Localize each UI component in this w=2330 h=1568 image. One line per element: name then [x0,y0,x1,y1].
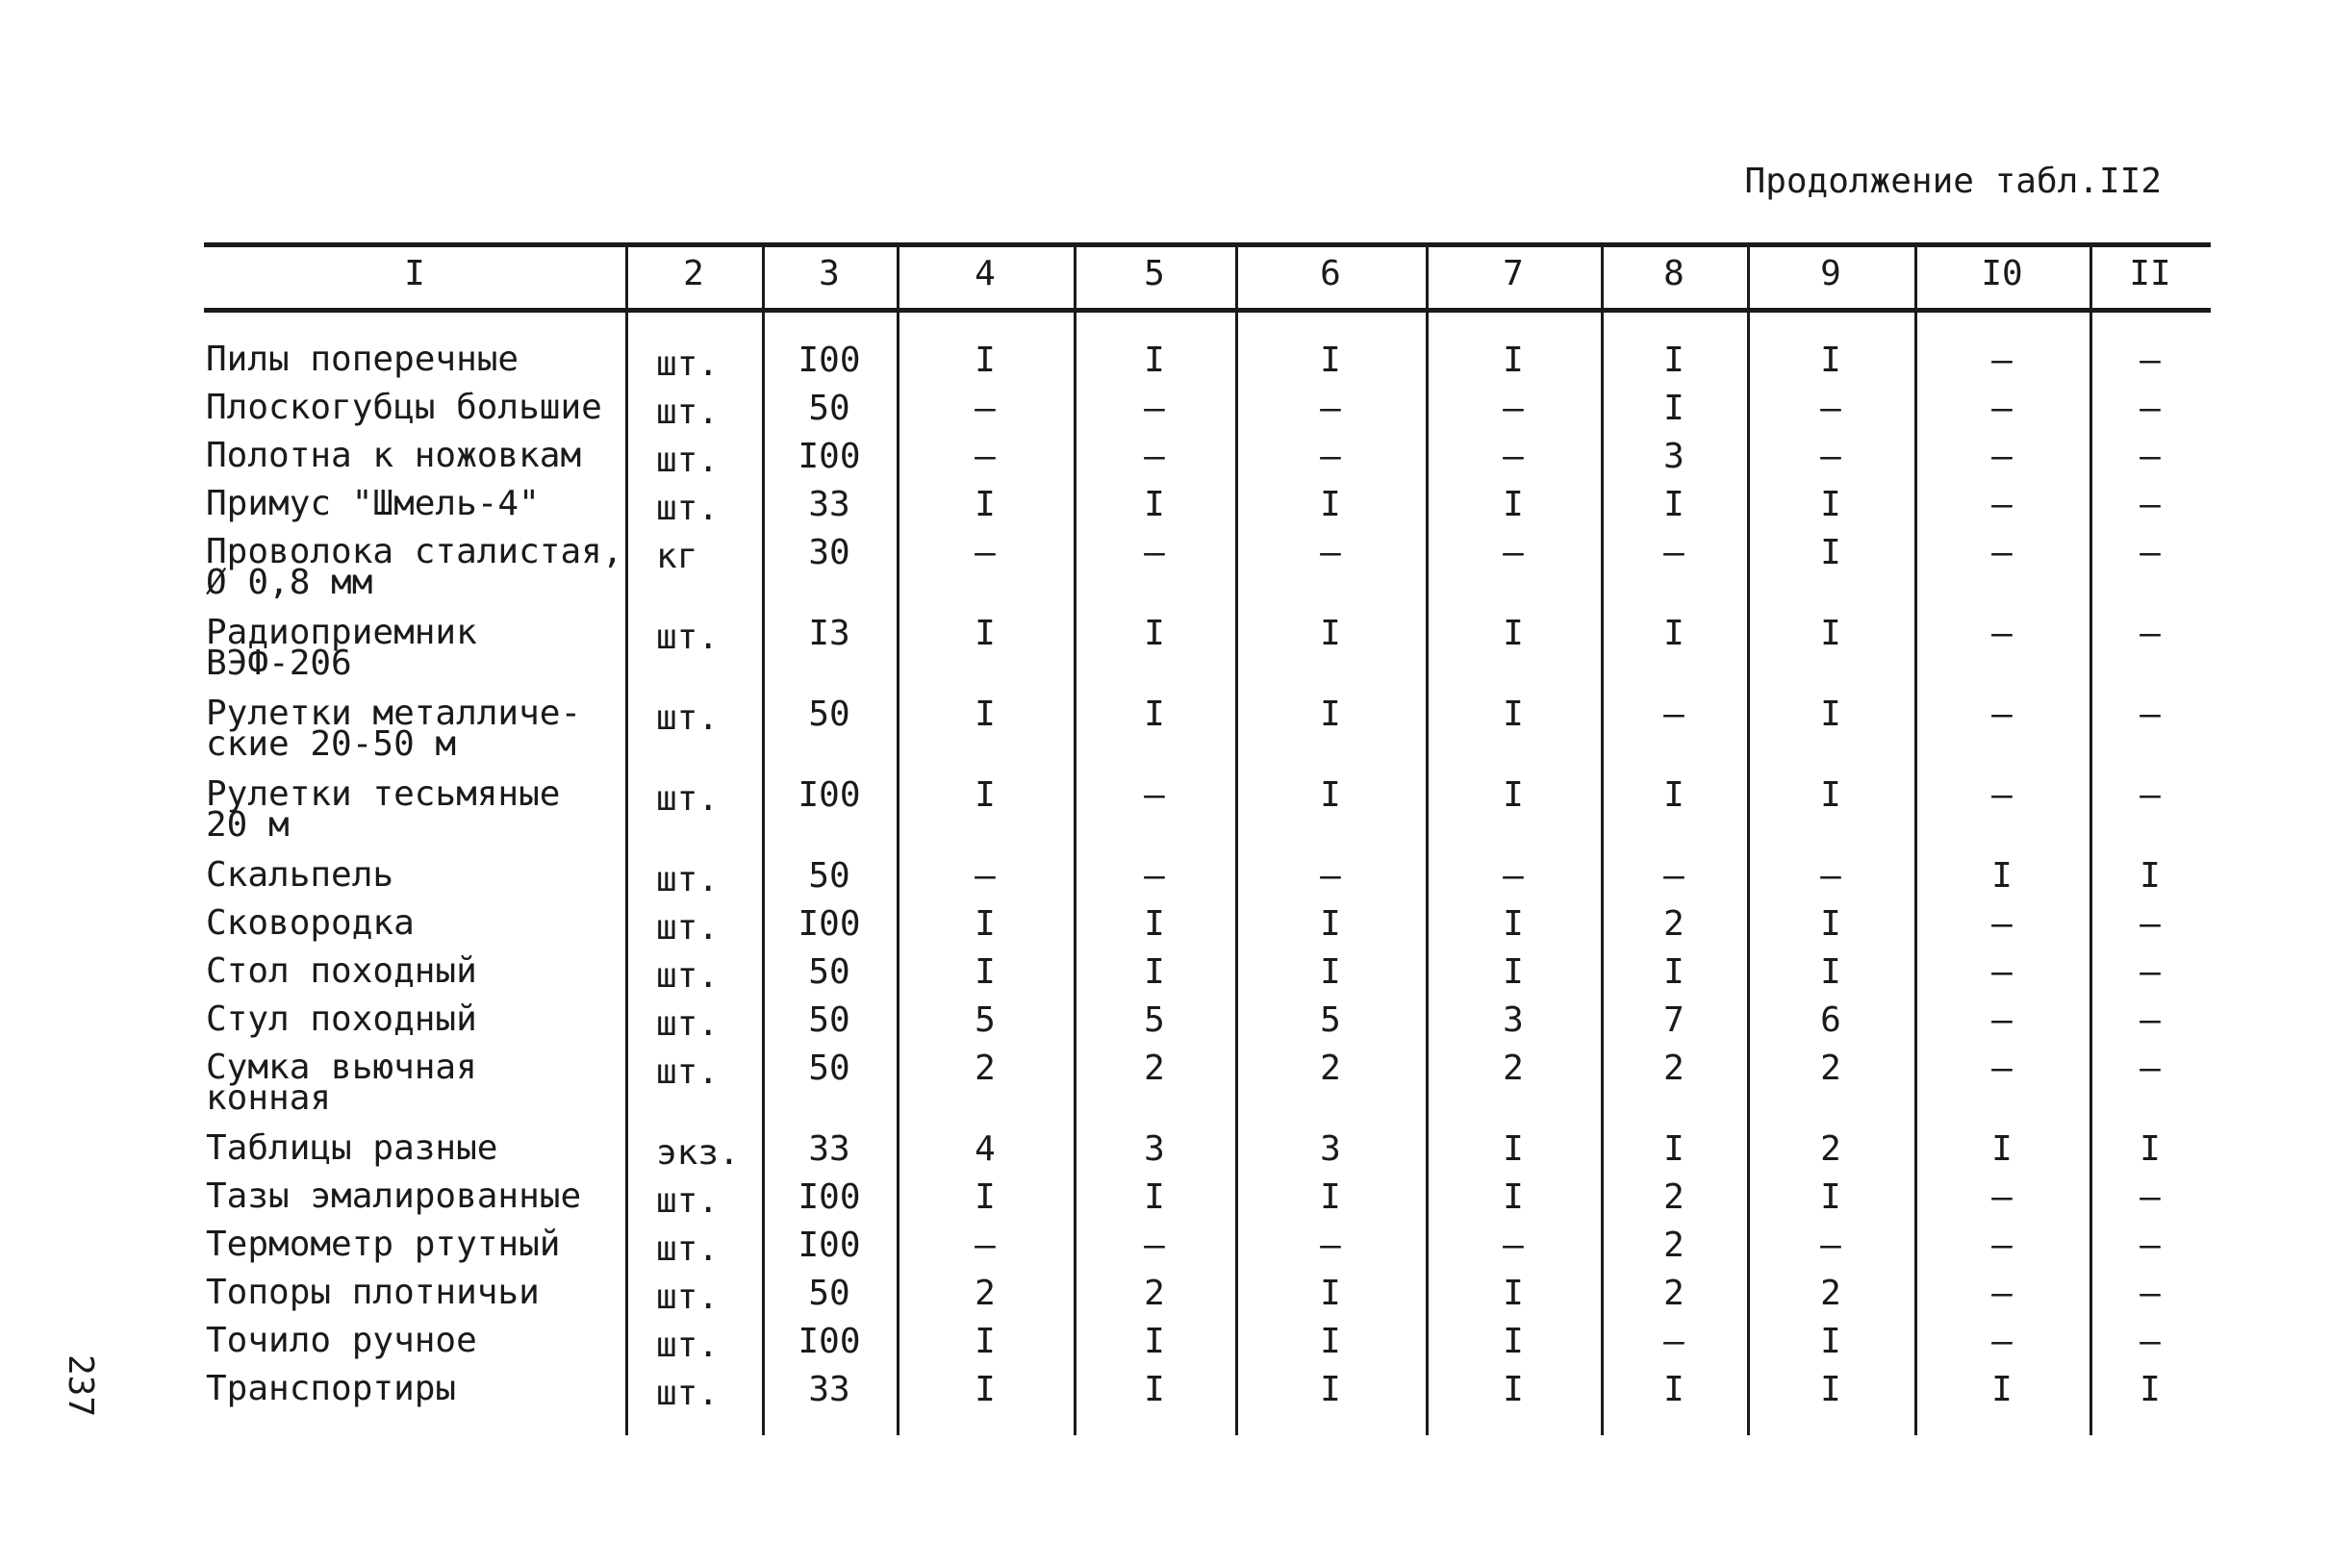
value-cell: I [1503,1370,1524,1409]
value-cell: 50 [808,1000,850,1040]
value-cell: I [1663,952,1684,992]
value-cell: – [1144,437,1165,476]
value-cell: – [2140,1049,2161,1088]
value-cell: I00 [798,1322,861,1361]
value-cell: I [975,1370,996,1409]
value-cell: – [975,856,996,896]
value-cell: 5 [1144,1000,1165,1040]
item-name: Полотна к ножовкам [206,436,582,475]
value-cell: 33 [808,1129,850,1169]
value-cell: 2 [1663,1177,1684,1217]
value-cell: – [1991,775,2013,815]
value-cell: – [2140,437,2161,476]
value-cell: I [975,341,996,380]
value-cell: 2 [1663,1049,1684,1088]
value-cell: – [1144,1226,1165,1265]
value-cell: 50 [808,952,850,992]
item-name: Стол походный [206,951,477,991]
value-cell: I [975,1177,996,1217]
value-cell: – [2140,952,2161,992]
value-cell: I [2140,856,2161,896]
value-cell: I [1144,1322,1165,1361]
value-cell: 33 [808,1370,850,1409]
item-name: Скальпель [206,855,394,895]
value-cell: – [1663,695,1684,734]
value-cell: 2 [1663,1226,1684,1265]
value-cell: I [1663,389,1684,428]
value-cell: I [1503,775,1524,815]
column-divider [1914,242,1917,1435]
column-divider [1074,242,1076,1435]
value-cell: I [1663,775,1684,815]
unit-cell: шт. [656,1004,720,1044]
value-cell: – [1991,1226,2013,1265]
value-cell: I [1144,341,1165,380]
value-cell: I [1320,485,1341,524]
value-cell: I [1503,1322,1524,1361]
value-cell: 3 [1503,1000,1524,1040]
value-cell: I [1144,1370,1165,1409]
value-cell: 5 [975,1000,996,1040]
value-cell: I [1503,341,1524,380]
value-cell: I [1144,952,1165,992]
value-cell: 2 [975,1274,996,1313]
value-cell: – [1991,437,2013,476]
value-cell: 50 [808,695,850,734]
column-header: 6 [1320,254,1341,293]
unit-cell: шт. [656,1229,720,1269]
value-cell: – [1991,904,2013,944]
column-divider [625,242,628,1435]
value-cell: I [1503,485,1524,524]
value-cell: I [1820,695,1841,734]
column-header: II [2129,254,2171,293]
value-cell: – [1991,1177,2013,1217]
value-cell: 6 [1820,1000,1841,1040]
column-header: 3 [819,254,840,293]
unit-cell: шт. [656,344,720,384]
value-cell: – [1144,533,1165,572]
item-name: Проволока сталистая, Ø 0,8 мм [206,532,623,602]
value-cell: – [2140,533,2161,572]
value-cell: – [2140,1274,2161,1313]
value-cell: – [2140,1226,2161,1265]
unit-cell: шт. [656,1181,720,1221]
value-cell: I00 [798,1177,861,1217]
column-divider [1426,242,1429,1435]
column-divider [897,242,899,1435]
value-cell: 3 [1144,1129,1165,1169]
value-cell: I [1991,1129,2013,1169]
item-name: Примус "Шмель-4" [206,484,540,523]
value-cell: – [1991,614,2013,653]
column-divider [1601,242,1604,1435]
value-cell: – [1663,1322,1684,1361]
unit-cell: шт. [656,1052,720,1092]
value-cell: I [1820,1322,1841,1361]
unit-cell: шт. [656,618,720,657]
value-cell: I [1144,1177,1165,1217]
value-cell: I [1144,614,1165,653]
unit-cell: шт. [656,489,720,528]
value-cell: I [2140,1370,2161,1409]
value-cell: I [1663,341,1684,380]
data-table [204,242,2211,1435]
value-cell: – [1991,952,2013,992]
value-cell: I [1820,485,1841,524]
value-cell: I [1144,485,1165,524]
value-cell: I [1663,1370,1684,1409]
value-cell: I [1320,341,1341,380]
column-header: 4 [975,254,996,293]
value-cell: I [1320,904,1341,944]
item-name: Сумка вьючная конная [206,1048,477,1118]
value-cell: – [1320,437,1341,476]
value-cell: – [2140,1000,2161,1040]
unit-cell: шт. [656,1277,720,1317]
value-cell: – [1320,389,1341,428]
value-cell: I [1320,952,1341,992]
value-cell: I [1663,614,1684,653]
value-cell: I [1503,614,1524,653]
value-cell: – [1991,389,2013,428]
value-cell: – [1144,775,1165,815]
unit-cell: кг [656,537,698,576]
column-divider [762,242,765,1435]
value-cell: 33 [808,485,850,524]
value-cell: I [975,695,996,734]
unit-cell: экз. [656,1133,740,1173]
value-cell: – [1991,1274,2013,1313]
value-cell: I [975,485,996,524]
value-cell: 2 [1144,1274,1165,1313]
value-cell: I00 [798,904,861,944]
value-cell: – [2140,614,2161,653]
item-name: Топоры плотничьи [206,1273,540,1312]
value-cell: 2 [1820,1049,1841,1088]
value-cell: I [1503,695,1524,734]
column-header: I0 [1981,254,2023,293]
column-divider [1235,242,1238,1435]
item-name: Плоскогубцы большие [206,388,602,427]
value-cell: I [1663,1129,1684,1169]
value-cell: I [1144,904,1165,944]
value-cell: 2 [1320,1049,1341,1088]
value-cell: – [1991,485,2013,524]
value-cell: – [1663,533,1684,572]
value-cell: I [1663,485,1684,524]
value-cell: 3 [1663,437,1684,476]
table-caption: Продолжение табл.II2 [1744,162,2162,201]
value-cell: – [1503,389,1524,428]
value-cell: I00 [798,1226,861,1265]
value-cell: I [1320,1370,1341,1409]
item-name: Таблицы разные [206,1128,498,1168]
value-cell: I [1991,1370,2013,1409]
column-header: I [404,254,425,293]
column-header: 7 [1503,254,1524,293]
value-cell: – [2140,695,2161,734]
value-cell: 50 [808,1274,850,1313]
value-cell: I [1820,1177,1841,1217]
value-cell: 2 [1503,1049,1524,1088]
unit-cell: шт. [656,1326,720,1365]
column-header: 8 [1663,254,1684,293]
value-cell: I00 [798,341,861,380]
item-name: Точило ручное [206,1321,477,1360]
value-cell: – [1144,856,1165,896]
value-cell: I [1820,775,1841,815]
unit-cell: шт. [656,908,720,948]
value-cell: 2 [1663,904,1684,944]
item-name: Радиоприемник ВЭФ-206 [206,613,477,683]
value-cell: 50 [808,856,850,896]
value-cell: I [975,904,996,944]
value-cell: I [1320,775,1341,815]
value-cell: 2 [1663,1274,1684,1313]
unit-cell: шт. [656,956,720,996]
value-cell: – [2140,775,2161,815]
unit-cell: шт. [656,392,720,432]
page-number: 237 [61,1354,100,1418]
value-cell: I [2140,1129,2161,1169]
item-name: Пилы поперечные [206,340,519,379]
value-cell: – [975,389,996,428]
value-cell: I [1320,1177,1341,1217]
value-cell: I [1820,1370,1841,1409]
value-cell: I [1820,614,1841,653]
table-header [204,242,2211,308]
value-cell: I00 [798,775,861,815]
value-cell: – [975,437,996,476]
value-cell: – [1663,856,1684,896]
value-cell: I [1820,952,1841,992]
value-cell: 2 [1144,1049,1165,1088]
value-cell: 2 [1820,1274,1841,1313]
value-cell: – [1820,389,1841,428]
value-cell: – [1991,1049,2013,1088]
value-cell: I [1320,1322,1341,1361]
value-cell: I [975,952,996,992]
value-cell: 7 [1663,1000,1684,1040]
item-name: Сковородка [206,903,415,943]
item-name: Стул походный [206,999,477,1039]
unit-cell: шт. [656,441,720,480]
column-header: 2 [683,254,704,293]
item-name: Рулетки тесьмяные 20 м [206,774,561,845]
value-cell: – [1320,1226,1341,1265]
value-cell: I [1503,1177,1524,1217]
column-divider [2089,242,2092,1435]
value-cell: I [1320,1274,1341,1313]
value-cell: – [1991,1000,2013,1040]
value-cell: – [1991,341,2013,380]
value-cell: – [1144,389,1165,428]
value-cell: I [1820,533,1841,572]
value-cell: – [2140,1322,2161,1361]
value-cell: I [1820,904,1841,944]
value-cell: – [1991,695,2013,734]
unit-cell: шт. [656,698,720,738]
value-cell: I [975,1322,996,1361]
value-cell: – [2140,341,2161,380]
value-cell: I [1820,341,1841,380]
header-bottom-rule [204,308,2211,313]
value-cell: I [1503,904,1524,944]
item-name: Тазы эмалированные [206,1176,582,1216]
value-cell: 4 [975,1129,996,1169]
value-cell: – [2140,485,2161,524]
item-name: Транспортиры [206,1369,457,1408]
value-cell: – [975,533,996,572]
column-header: 5 [1144,254,1165,293]
value-cell: – [1320,856,1341,896]
value-cell: I [1320,695,1341,734]
value-cell: I [1503,1129,1524,1169]
value-cell: – [2140,904,2161,944]
value-cell: 50 [808,389,850,428]
value-cell: – [1820,437,1841,476]
value-cell: I [975,775,996,815]
value-cell: I [1503,1274,1524,1313]
value-cell: – [1503,437,1524,476]
value-cell: I [1991,856,2013,896]
value-cell: 2 [975,1049,996,1088]
value-cell: I [975,614,996,653]
value-cell: 2 [1820,1129,1841,1169]
value-cell: – [1320,533,1341,572]
value-cell: 30 [808,533,850,572]
value-cell: – [2140,1177,2161,1217]
value-cell: I3 [808,614,850,653]
value-cell: – [1820,1226,1841,1265]
value-cell: I [1144,695,1165,734]
item-name: Термометр ртутный [206,1225,561,1264]
column-header: 9 [1820,254,1841,293]
column-divider [1747,242,1750,1435]
value-cell: – [1991,533,2013,572]
value-cell: 3 [1320,1129,1341,1169]
item-name: Рулетки металличе- ские 20-50 м [206,694,582,764]
unit-cell: шт. [656,860,720,899]
unit-cell: шт. [656,1374,720,1413]
value-cell: 50 [808,1049,850,1088]
value-cell: – [2140,389,2161,428]
value-cell: – [1503,533,1524,572]
value-cell: 5 [1320,1000,1341,1040]
unit-cell: шт. [656,779,720,819]
value-cell: – [1503,1226,1524,1265]
value-cell: – [1820,856,1841,896]
value-cell: – [975,1226,996,1265]
value-cell: I [1320,614,1341,653]
value-cell: – [1503,856,1524,896]
value-cell: I [1503,952,1524,992]
value-cell: – [1991,1322,2013,1361]
value-cell: I00 [798,437,861,476]
